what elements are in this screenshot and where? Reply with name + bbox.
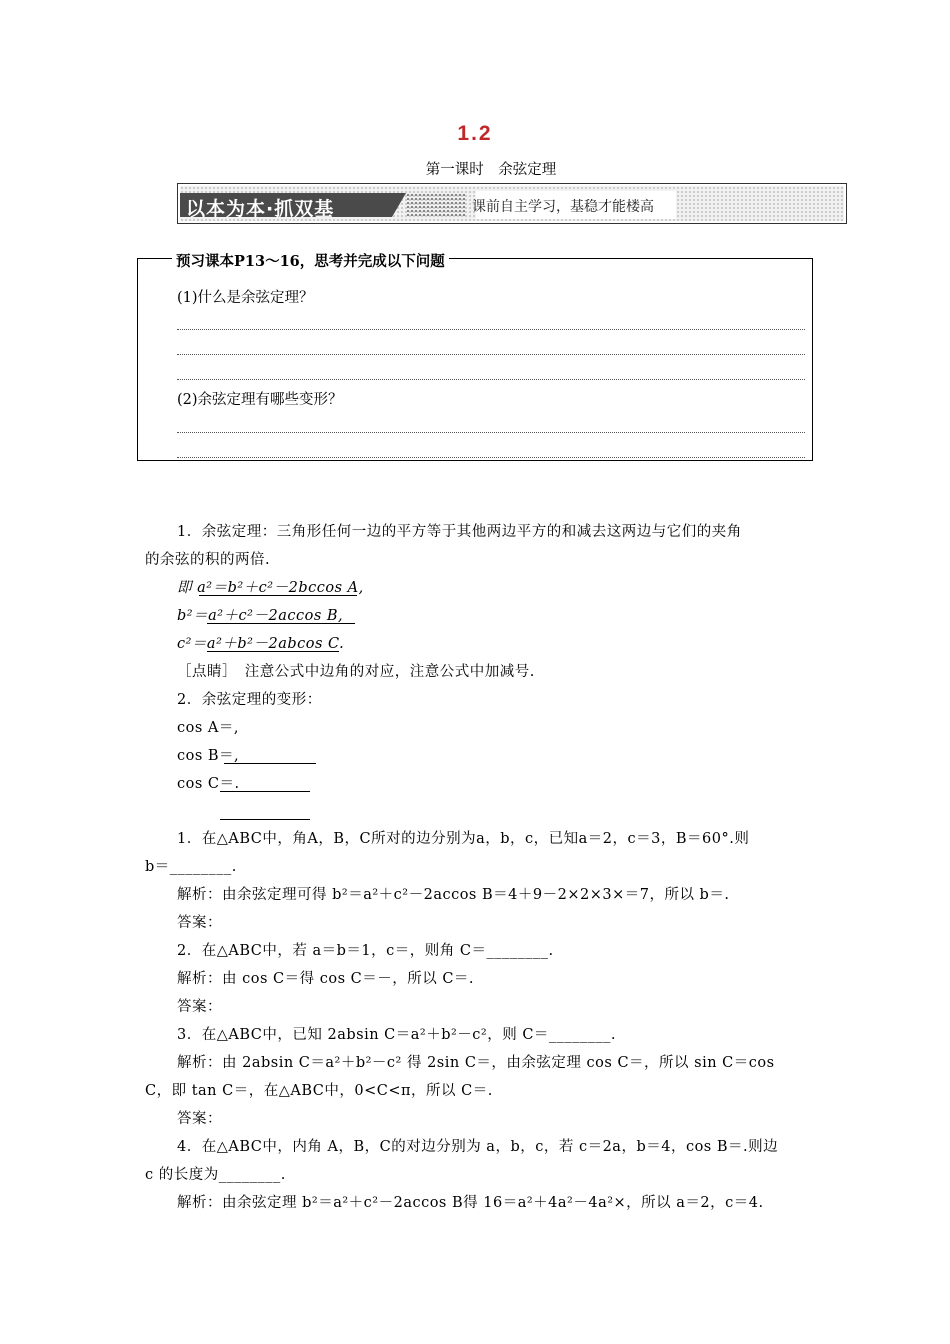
section-banner [177, 183, 847, 224]
answer-line [177, 329, 805, 330]
exercise-1: 1．在△ABC中，角A，B，C所对的边分别为a，b，c，已知a＝2，c＝3，B＝60°.则 [177, 831, 750, 847]
answer-line [177, 379, 805, 380]
section-number: 1.2 [457, 122, 493, 145]
tip-note: ［点睛］ 注意公式中边角的对应，注意公式中加减号. [177, 664, 535, 680]
fill-underline [220, 819, 310, 820]
formula-b: b²＝a²＋c²－2accos B, [177, 608, 344, 624]
variant-heading: 2．余弦定理的变形： [177, 692, 322, 708]
banner-label-box [180, 193, 392, 220]
exercise-3-solution: 解析：由 2absin C＝a²＋b²－c² 得 2sin C＝，由余弦定理 cos C＝，所以 sin C＝cos [177, 1055, 775, 1071]
exercise-4-cont: c 的长度为________. [145, 1167, 286, 1183]
cos-a-formula: cos A＝, [177, 720, 239, 736]
exercise-1-cont: b＝________. [145, 859, 237, 875]
theorem-text-cont: 的余弦的积的两倍. [145, 552, 271, 568]
exercise-3-answer: 答案： [177, 1111, 222, 1127]
answer-line [177, 457, 805, 458]
exercise-3-solution-cont: C，即 tan C＝，在△ABC中，0<C<π，所以 C＝. [145, 1083, 493, 1099]
cos-b-formula: cos B＝, [177, 748, 240, 764]
cos-c-formula: cos C＝. [177, 776, 240, 792]
preview-box-title: 预习课本P13～16，思考并完成以下问题 [172, 250, 449, 271]
exercise-2-solution: 解析：由 cos C＝得 cos C＝－，所以 C＝. [177, 971, 475, 987]
exercise-1-answer: 答案： [177, 915, 222, 931]
banner-label: 以本为本·抓双基 [186, 198, 335, 220]
fill-underline [207, 623, 355, 624]
fill-underline [224, 763, 316, 764]
exercise-2: 2．在△ABC中，若 a＝b＝1，c＝，则角 C＝________. [177, 943, 554, 959]
fill-underline [207, 651, 339, 652]
theorem-text: 1．余弦定理：三角形任何一边的平方等于其他两边平方的和减去这两边与它们的夹角 [177, 524, 742, 540]
fill-underline [199, 595, 357, 596]
formula-a: 即 a²＝b²＋c²－2bccos A, [177, 580, 364, 596]
banner-dot-strip [406, 193, 466, 217]
banner-dot-pattern [180, 186, 844, 221]
exercise-1-solution: 解析：由余弦定理可得 b²＝a²＋c²－2accos B＝4＋9－2×2×3×＝7，所以 b＝. [177, 887, 730, 903]
banner-slant-decoration [392, 193, 406, 217]
exercise-4-solution: 解析：由余弦定理 b²＝a²＋c²－2accos B得 16＝a²＋4a²－4a²×，所以 a＝2，c＝4. [177, 1195, 764, 1211]
lesson-title: 第一课时 余弦定理 [425, 162, 557, 178]
exercise-2-answer: 答案： [177, 999, 222, 1015]
fill-underline [220, 791, 310, 792]
exercise-4: 4．在△ABC中，内角 A，B，C的对边分别为 a，b，c，若 c＝2a，b＝4，cos B＝.则边 [177, 1139, 779, 1155]
answer-line [177, 432, 805, 433]
banner-slogan: 课前自主学习，基稳才能楼高 [472, 199, 654, 215]
question-2: (2)余弦定理有哪些变形？ [177, 392, 343, 408]
exercise-3: 3．在△ABC中，已知 2absin C＝a²＋b²－c²，则 C＝________. [177, 1027, 617, 1043]
answer-line [177, 354, 805, 355]
question-1: (1)什么是余弦定理？ [177, 290, 314, 306]
formula-c: c²＝a²＋b²－2abcos C. [177, 636, 345, 652]
